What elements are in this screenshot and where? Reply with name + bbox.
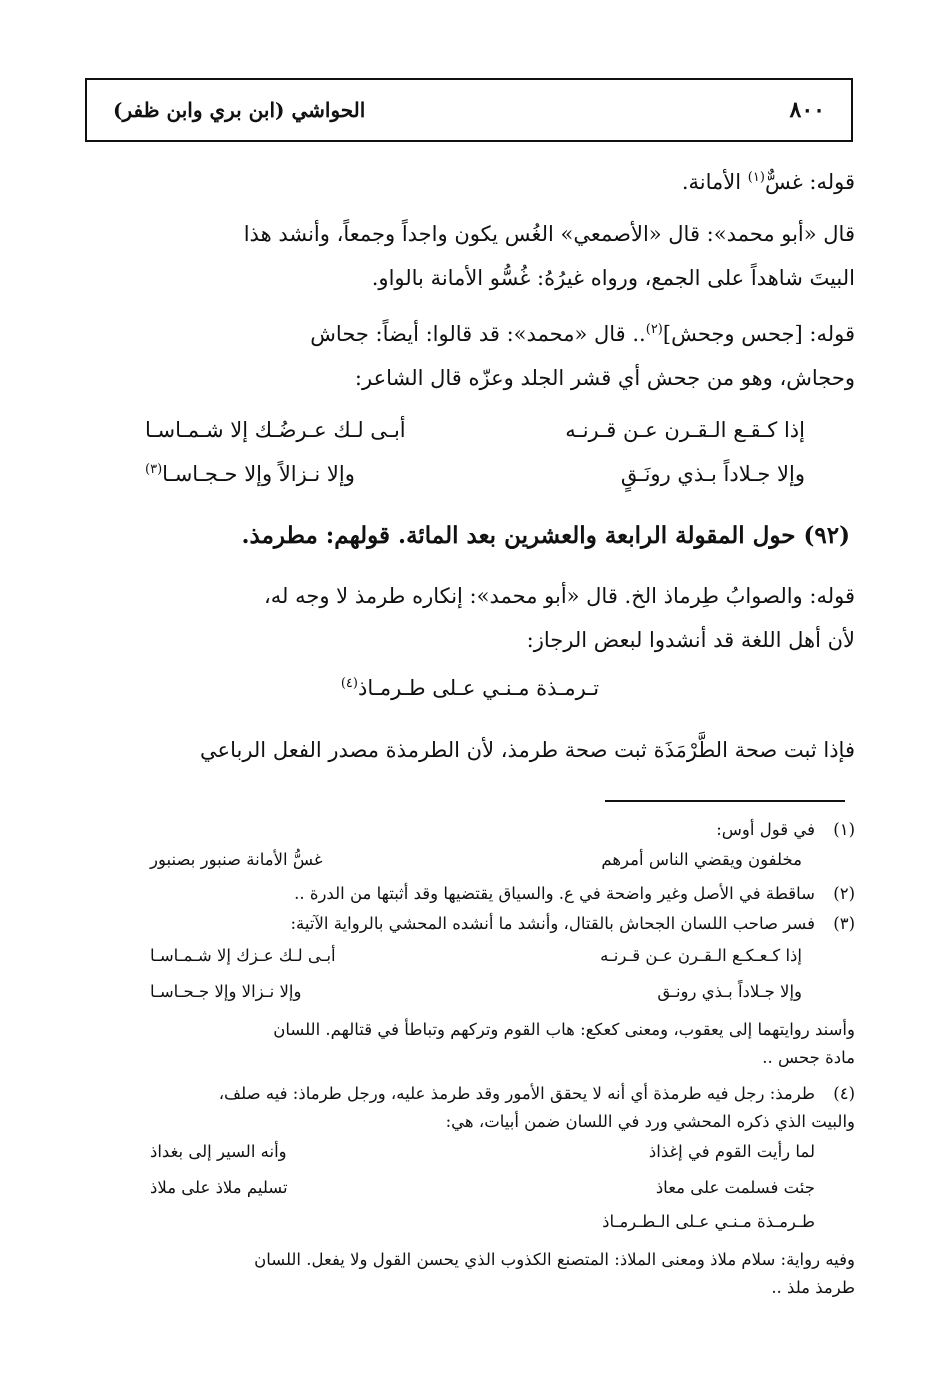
footnote-2-number: (٢)	[833, 884, 855, 903]
fn1-verse-first: مخلفون ويقضي الناس أمرهم	[601, 850, 802, 869]
footnote-3-number: (٣)	[833, 914, 855, 933]
footnote-4	[85, 1080, 855, 1108]
verse-1-second-hemistich: أبـى لـك عـرضُـك إلا شـمـاسـا	[145, 418, 406, 442]
footnote-3-verse-2	[150, 982, 802, 1001]
fn3-verse-2-first: وإلا جـلاداً بـذي رونـق	[657, 982, 802, 1001]
footnote-3-tail	[85, 1016, 855, 1072]
fn1-verse-second: غسُّ الأمانة صنبور بصنبور	[150, 850, 323, 869]
footnote-1-verse	[150, 850, 802, 869]
fn3-verse-2-second: وإلا نـزالا وإلا جـحـاسـا	[150, 982, 302, 1001]
footnote-ref-3: (٣)	[145, 462, 163, 477]
verse-1-first-hemistich: إذا كـقـع الـقـرن عـن قـرنـه	[565, 418, 805, 442]
footnote-1-text: في قول أوس:	[716, 820, 815, 839]
section-heading: (٩٢) حول المقولة الرابعة والعشرين بعد المائة. قولهم: مطرمذ.	[241, 522, 850, 549]
footnote-2-text: ساقطة في الأصل وغير واضحة في ع. والسياق يقتضيها وقد أثبتها من الدرة ..	[294, 884, 815, 903]
page-header	[85, 78, 853, 142]
footnote-4-tail	[85, 1246, 855, 1302]
fn3-tail-line-1: وأسند روايتهما إلى يعقوب، ومعنى كعكع: هاب القوم وتركهم وتباطأ في قتالهم. اللسان	[273, 1020, 855, 1039]
p1-text-end: الأمانة.	[681, 170, 748, 194]
footnote-4-number: (٤)	[833, 1084, 855, 1103]
center-verse-text: تـرمـذة مـنـي عـلى طـرمـاذ	[357, 676, 600, 700]
page-number: ٨٠٠	[789, 97, 825, 123]
fn4-line-1: طرمذ: رجل فيه طرمذة أي أنه لا يحقق الأمور وقد طرمذ عليه، ورجل طرماذ: فيه صلف،	[218, 1084, 815, 1103]
p3-line-2: وحجاش، وهو من جحش أي قشر الجلد وعزّه قال الشاعر:	[354, 366, 855, 390]
paragraph-5	[85, 728, 855, 772]
fn4-tail-line-1: وفيه رواية: سلام ملاذ ومعنى الملاذ: المتصنع الكذوب الذي يحسن القول ولا يفعل. اللسان	[254, 1250, 855, 1269]
footnote-3-verse-1	[150, 946, 802, 965]
fn3-verse-1-first: إذا كـعـكـع الـقـرن عـن قـرنـه	[600, 946, 802, 965]
fn3-tail-line-2: مادة جحس ..	[762, 1048, 855, 1067]
p3-text-b: .. قال «محمد»: قد قالوا: أيضاً: جحاش	[310, 322, 646, 346]
footnote-divider	[605, 800, 845, 802]
center-verse	[85, 676, 855, 700]
footnote-ref-2: (٢)	[645, 322, 663, 337]
footnote-4-line-2	[85, 1108, 855, 1136]
footnote-3	[85, 910, 855, 938]
footnote-ref-4: (٤)	[340, 676, 358, 691]
p3-text-a: قوله: [جحس وجحش]	[662, 322, 855, 346]
footnote-1-number: (١)	[833, 820, 855, 839]
fn4-line-2: والبيت الذي ذكره المحشي ورد في اللسان ضمن أبيات، هي:	[445, 1112, 855, 1131]
verse-2-second-hemistich: وإلا نـزالاً وإلا حـجـاسـا	[162, 462, 355, 486]
fn4-tail-line-2: طرمذ ملذ ..	[771, 1278, 855, 1297]
p2-line-2: البيتَ شاهداً على الجمع، ورواه غيرُهُ: غُسُّو الأمانة بالواو.	[371, 266, 855, 290]
fn4-verse-1-second: وأنه السير إلى بغداذ	[150, 1142, 287, 1161]
footnote-1	[85, 816, 855, 844]
paragraph-4	[85, 574, 855, 662]
fn3-verse-1-second: أبـى لـك عـزك إلا شـمـاسـا	[150, 946, 336, 965]
footnote-4-verse-3	[400, 1212, 815, 1231]
footnote-ref-1: (١)	[747, 170, 765, 185]
verse-line-1	[145, 418, 805, 442]
running-title: الحواشي (ابن بري وابن ظفر)	[113, 98, 366, 122]
p4-line-2: لأن أهل اللغة قد أنشدوا لبعض الرجاز:	[526, 628, 855, 652]
footnote-3-text: فسر صاحب اللسان الجحاش بالقتال، وأنشد ما أنشده المحشي بالرواية الآتية:	[290, 914, 815, 933]
verse-line-2	[145, 462, 805, 486]
footnote-4-verse-2	[150, 1178, 815, 1197]
fn4-verse-2-first: جئت فسلمت على معاذ	[655, 1178, 815, 1197]
fn4-verse-3: طـرمـذة مـنـي عـلى الـطـرمـاذ	[602, 1212, 815, 1231]
footnote-4-verse-1	[150, 1142, 815, 1161]
paragraph-1	[85, 156, 855, 204]
fn4-verse-1-first: لما رأيت القوم في إغذاذ	[648, 1142, 815, 1161]
fn4-verse-2-second: تسليم ملاذ على ملاذ	[150, 1178, 288, 1197]
p2-line-1: قال «أبو محمد»: قال «الأصمعي» الغُس يكون واجداً وجمعاً، وأنشد هذا	[243, 222, 855, 246]
p4-line-1: قوله: والصوابُ طِرماذ الخ. قال «أبو محمد»: إنكاره طرمذ لا وجه له،	[264, 584, 855, 608]
p5-line: فإذا ثبت صحة الطَّرْمَذَة ثبت صحة طرمذ، لأن الطرمذة مصدر الفعل الرباعي	[200, 738, 855, 762]
verse-2-first-hemistich: وإلا جـلاداً بـذي رونَـقٍ	[620, 462, 805, 486]
footnote-2	[85, 880, 855, 908]
paragraph-3	[85, 308, 855, 400]
paragraph-2	[85, 212, 855, 300]
p1-text: قوله: غسٌّ	[764, 170, 855, 194]
